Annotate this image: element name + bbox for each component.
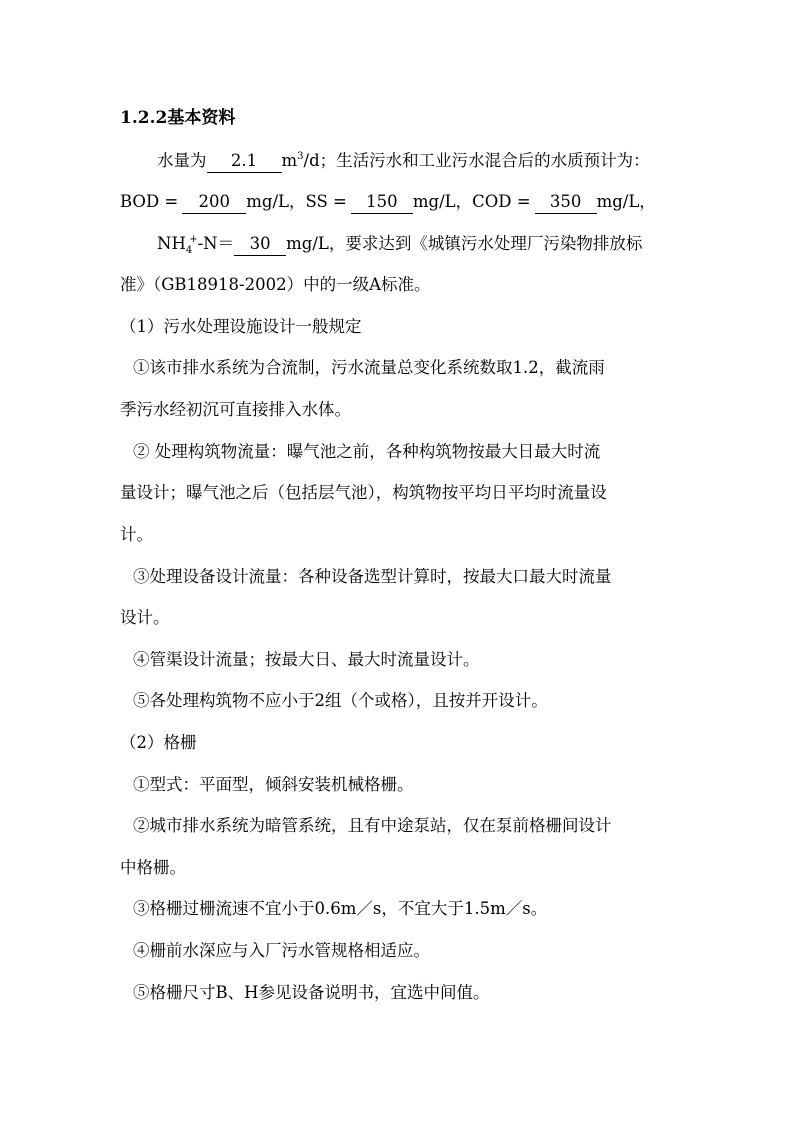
section2-item4: ④栅前水深应与入厂污水管规格相适应。	[133, 941, 430, 960]
section2-item1: ①型式：平面型，倾斜安装机械格栅。	[133, 775, 414, 794]
section1-item1-a: ①该市排水系统为合流制，污水流量总变化系统数取1.2，截流雨	[133, 358, 605, 377]
water-unit: m	[281, 151, 298, 170]
water-suffix: /d；生活污水和工业污水混合后的水质预计为：	[303, 151, 650, 170]
water-prefix: 水量为	[157, 151, 207, 170]
section1-item2-c: 计。	[120, 525, 153, 544]
section2-item2-a: ②城市排水系统为暗管系统，且有中途泵站，仅在泵前格栅间设计	[133, 816, 612, 835]
water-quantity-line	[157, 149, 650, 176]
water-value: 2.1	[207, 151, 282, 173]
standard-line: 准》（GB18918-2002）中的一级A标准。	[120, 275, 431, 294]
section1-item5: ⑤各处理构筑物不应小于2组（个或格），且按并开设计。	[133, 691, 548, 710]
section1-item2-a: ② 处理构筑物流量：曝气池之前，各种构筑物按最大日最大时流	[133, 442, 601, 461]
nh-label-b: -N＝	[197, 234, 235, 253]
ss-value: 150	[351, 192, 413, 214]
nh-suffix: mg/L，要求达到《城镇污水处理厂污染物排放标	[286, 234, 643, 253]
section1-item1-b: 季污水经初沉可直接排入水体。	[120, 400, 351, 419]
section1-item4: ④管渠设计流量；按最大日、最大时流量设计。	[133, 650, 480, 669]
section-heading: 1.2.2基本资料	[120, 108, 236, 128]
section1-item3-b: 设计。	[120, 608, 170, 627]
bod-value: 200	[182, 192, 246, 214]
nh-label: NH	[157, 234, 186, 253]
section1-title: （1）污水处理设施设计一般规定	[120, 317, 362, 336]
quality-line	[120, 190, 656, 214]
nh-line	[157, 232, 642, 259]
section2-item2-b: 中格栅。	[120, 858, 186, 877]
section2-item5: ⑤格栅尺寸B、H参见设备说明书，宜选中间值。	[133, 983, 490, 1002]
nh-value: 30	[234, 234, 286, 256]
nh-sup: +	[189, 234, 198, 245]
cod-unit: mg/L，	[596, 192, 656, 211]
nh-sub: 4	[185, 245, 193, 256]
ss-unit: mg/L，COD =	[412, 192, 531, 211]
section1-item3-a: ③处理设备设计流量：各种设备选型计算时，按最大口最大时流量	[133, 567, 612, 586]
section2-title: （2）格栅	[120, 733, 197, 752]
section1-item2-b: 量设计；曝气池之后（包括层气池），构筑物按平均日平均时流量设	[120, 483, 607, 502]
bod-label: BOD =	[120, 192, 179, 211]
cod-value: 350	[535, 192, 597, 214]
water-unit-sup: 3	[297, 151, 304, 162]
bod-unit: mg/L，SS =	[246, 192, 347, 211]
section2-item3: ③格栅过栅流速不宜小于0.6m／s，不宜大于1.5m／s。	[133, 899, 548, 918]
